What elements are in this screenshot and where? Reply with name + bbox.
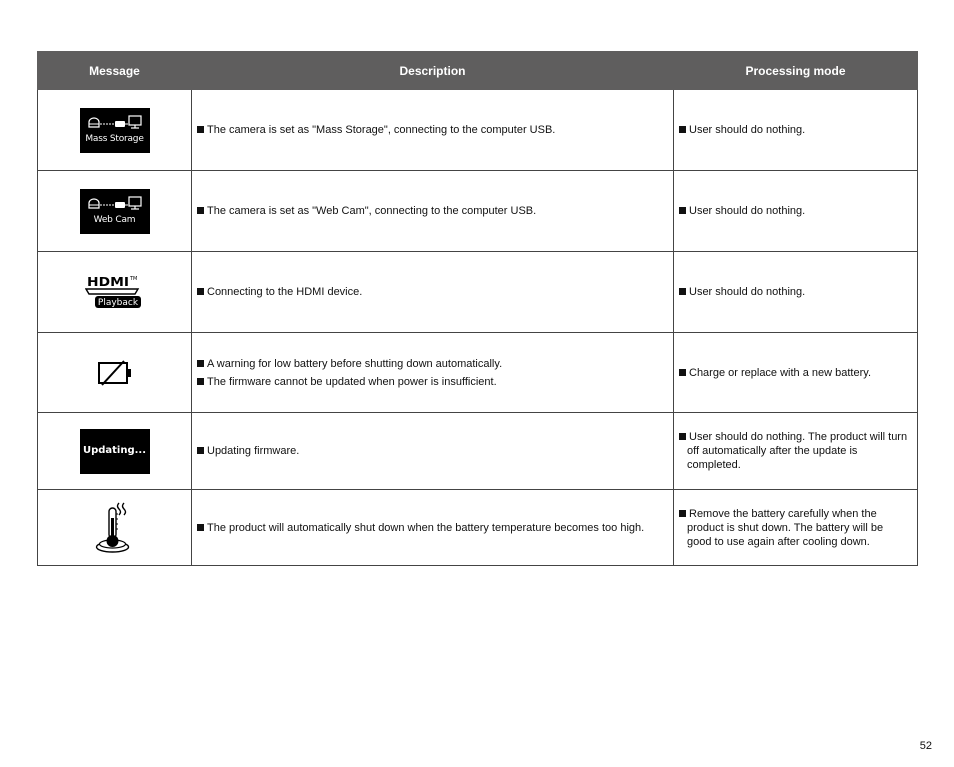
icon-label: Updating...: [82, 444, 147, 456]
description-cell: [192, 252, 674, 333]
header-processing-mode: Processing mode: [674, 52, 918, 90]
processing-text: User should do nothing. The product will turn off automatically after the update is completed.: [687, 431, 908, 471]
processing-cell: [674, 252, 918, 333]
message-cell: [38, 333, 192, 413]
battery-temperature-icon: [95, 500, 135, 556]
description-cell: [192, 490, 674, 566]
hdmi-playback-icon: [85, 274, 145, 310]
bullet-square-icon: [197, 360, 204, 367]
description-text: Connecting to the HDMI device.: [207, 286, 363, 298]
processing-text: User should do nothing.: [689, 205, 806, 217]
page-number: 52: [919, 740, 932, 752]
bullet-square-icon: [197, 288, 204, 295]
bullet-square-icon: [197, 126, 204, 133]
table-row: [38, 90, 918, 171]
bullet-square-icon: [679, 369, 686, 376]
svg-text:TM: TM: [129, 276, 137, 282]
message-cell: [38, 90, 192, 171]
table-row: [38, 490, 918, 566]
header-description: Description: [192, 52, 674, 90]
table-row: [38, 171, 918, 252]
updating-screen-icon: [80, 429, 150, 474]
processing-text: User should do nothing.: [689, 286, 806, 298]
header-message: Message: [38, 52, 192, 90]
bullet-square-icon: [679, 510, 686, 517]
message-table: [37, 51, 918, 566]
bullet-square-icon: [679, 207, 686, 214]
bullet-square-icon: [197, 378, 204, 385]
bullet-square-icon: [197, 447, 204, 454]
processing-cell: [674, 490, 918, 566]
description-cell: [192, 90, 674, 171]
bullet-square-icon: [679, 126, 686, 133]
description-cell: [192, 333, 674, 413]
processing-cell: [674, 90, 918, 171]
bullet-square-icon: [197, 207, 204, 214]
description-text: The firmware cannot be updated when power is insufficient.: [207, 375, 497, 388]
usb-mass-storage-icon: [80, 108, 150, 153]
message-cell: [38, 413, 192, 490]
table-row: [38, 252, 918, 333]
processing-cell: [674, 413, 918, 490]
hdmi-brand-text: HDMI: [86, 275, 129, 289]
message-cell: [38, 252, 192, 333]
table-row: [38, 413, 918, 490]
description-text: The camera is set as "Mass Storage", connecting to the computer USB.: [207, 124, 556, 136]
bullet-square-icon: [679, 433, 686, 440]
usb-web-cam-icon: [80, 189, 150, 234]
icon-label: Playback: [97, 298, 138, 308]
icon-label: Mass Storage: [85, 133, 144, 144]
processing-cell: [674, 333, 918, 413]
processing-text: User should do nothing.: [689, 124, 806, 136]
description-cell: [192, 413, 674, 490]
bullet-square-icon: [197, 524, 204, 531]
description-cell: [192, 171, 674, 252]
description-text: Updating firmware.: [207, 445, 300, 457]
description-text: The product will automatically shut down when the battery temperature becomes too high.: [207, 521, 645, 534]
processing-cell: [674, 171, 918, 252]
message-cell: [38, 171, 192, 252]
description-text: The camera is set as "Web Cam", connecting to the computer USB.: [207, 205, 537, 217]
processing-text: Remove the battery carefully when the product is shut down. The battery will be good to use again after cooling down.: [687, 507, 884, 548]
table-header-row: [38, 52, 918, 90]
processing-text: Charge or replace with a new battery.: [689, 366, 871, 379]
icon-label: Web Cam: [93, 214, 136, 225]
table-row: [38, 333, 918, 413]
description-text: A warning for low battery before shutting down automatically.: [207, 357, 503, 370]
bullet-square-icon: [679, 288, 686, 295]
message-cell: [38, 490, 192, 566]
low-battery-icon: [96, 358, 134, 388]
